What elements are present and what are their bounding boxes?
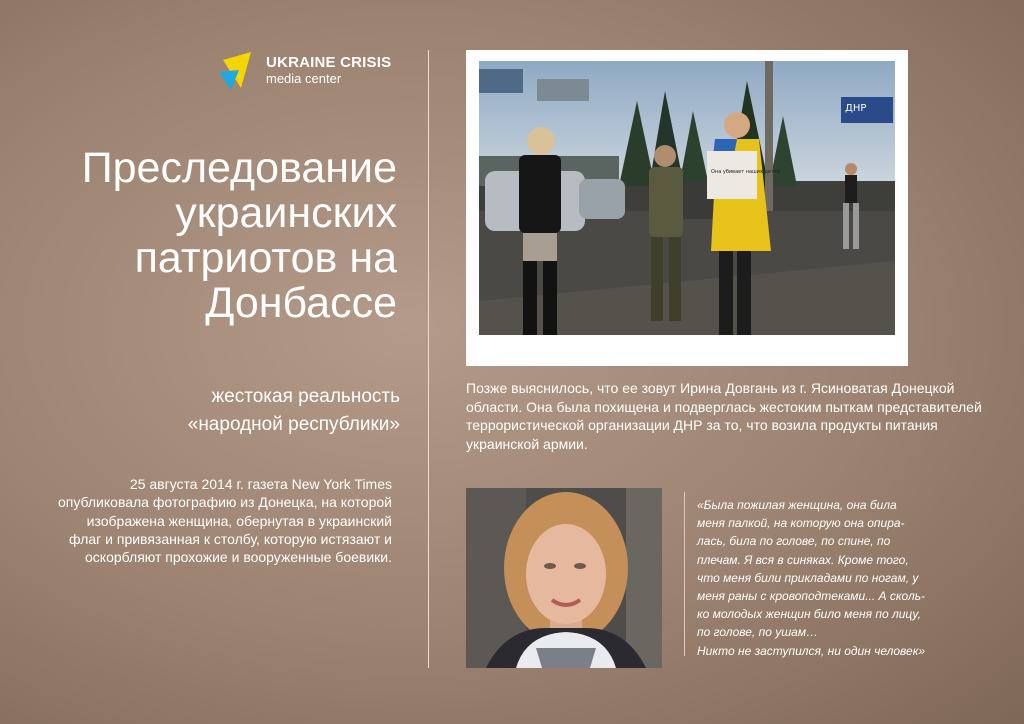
- logo-title: UKRAINE CRISIS: [266, 54, 392, 71]
- portrait-photo-image: [466, 488, 662, 668]
- intro-paragraph: 25 августа 2014 г. газета New York Times опубликовала фотографию из Донецка, на которой изображена женщина, обернутая в украинский флаг и привязанная к столбу, которую истязают и оскорбляют прохожие и вооруженные боевики.: [57, 476, 392, 566]
- photo-sign-text: Она убивает наших детей: [711, 169, 781, 175]
- subtitle-line: жестокая реальность: [211, 386, 400, 407]
- logo-subtitle: media center: [266, 71, 342, 86]
- ukraine-crisis-logo: [217, 50, 407, 94]
- subtitle-line: «народной республики»: [187, 414, 400, 435]
- logo-mark-icon: [217, 50, 259, 92]
- street-photo-frame: [466, 50, 908, 366]
- page-subtitle: [60, 383, 400, 439]
- quote-divider: [684, 492, 685, 656]
- victim-quote: «Была пожилая женщина, она била меня палкой, на которую она опира- лась, била по голове, по спине, по плечам. Я вся в синяках. Кроме того, что меня били прикладами по ногам, у меня раны с кровоподтеками... А сколь- ко молодых женщин било меня по лицу, по голове, по ушам… Никто не заступился, ни один человек»: [697, 498, 926, 658]
- street-photo: [479, 61, 895, 335]
- billboard-text: ДНР: [845, 103, 867, 114]
- vertical-divider: [428, 50, 429, 668]
- page-title: Преследование украинских патриотов на Донбассе: [81, 144, 397, 327]
- portrait-photo: [466, 488, 662, 668]
- photo-caption: Позже выяснилось, что ее зовут Ирина Довгань из г. Ясиноватая Донецкой области. Она была похищена и подверглась жестоким пыткам представителей террористической организации ДНР за то, что возила продукты питания украинской армии.: [466, 380, 982, 452]
